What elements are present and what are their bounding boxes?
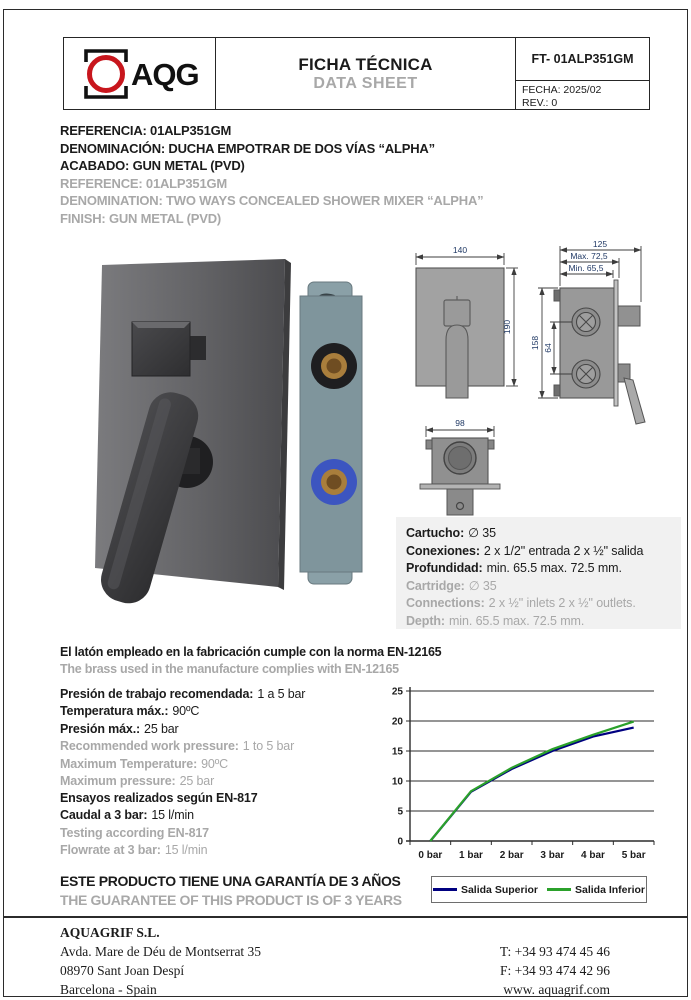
work-pressure-es: Presión de trabajo recomendada: 1 a 5 bar [60,687,306,701]
dim-front-height: 190 [502,319,512,335]
guarantee-en: THE GUARANTEE OF THIS PRODUCT IS OF 3 YEARS [60,892,402,908]
dim-side-height: 158 [530,335,540,351]
denomination-en: DENOMINATION: TWO WAYS CONCEALED SHOWER MIXER “ALPHA” [60,193,484,208]
side-view-drawing [530,239,645,424]
legend-item-inferior [547,884,645,896]
guarantee-es: ESTE PRODUCTO TIENE UNA GARANTÍA DE 3 AÑOS [60,873,401,889]
testing-specs [60,790,405,860]
flow-rate-chart [388,682,668,860]
svg-text:15: 15 [391,746,403,758]
sheet-title: FICHA TÉCNICA [298,55,433,74]
svg-text:0: 0 [397,836,403,848]
footer-address [60,923,420,999]
doc-code: FT- 01ALP351GM [516,38,649,81]
denomination-es: DENOMINACIÓN: DUCHA EMPOTRAR DE DOS VÍAS “ALPHA” [60,140,435,156]
svg-text:5: 5 [397,806,403,818]
guarantee-statement [60,872,490,910]
address-line-1: Avda. Mare de Déu de Montserrat 35 [60,944,262,959]
work-pressure-en: Recommended work pressure: 1 to 5 bar [60,739,295,754]
svg-text:0 bar: 0 bar [418,850,443,860]
logo-text: AQG [130,57,199,92]
dim-side-max: Max. 72,5 [570,251,608,261]
max-temp-en: Maximum Temperature: 90ºC [60,756,228,771]
legend-label-inferior: Salida Inferior [575,883,646,896]
cartridge-es: Cartucho: ∅ 35 [406,526,497,540]
sheet-subtitle: DATA SHEET [313,75,418,92]
dim-side-spacing: 64 [543,343,553,353]
reference-block [60,122,640,227]
phone-number: T: +34 93 474 45 46 [499,944,610,959]
svg-text:2 bar: 2 bar [499,850,524,860]
company-name: AQUAGRIF S.L. [60,925,160,940]
front-view-drawing [416,245,518,398]
dim-front-width: 140 [452,245,468,255]
reference-es: REFERENCIA: 01ALP351GM [60,123,232,138]
pressure-specs [60,686,405,790]
footer-divider [3,916,688,918]
rough-in-box [300,282,362,584]
svg-text:20: 20 [391,716,403,728]
dim-bottom-width: 98 [455,418,465,428]
max-pressure-es: Presión máx.: 25 bar [60,721,179,736]
svg-text:5 bar: 5 bar [621,850,646,860]
connections-en: Connections: 2 x ½" inlets 2 x ½" outlets. [406,596,636,611]
flowrate-es: Caudal a 3 bar: 15 l/min [60,808,194,823]
cartridge-info-box [396,517,681,629]
logo-ring-icon [89,58,122,91]
depth-es: Profundidad: min. 65.5 max. 72.5 mm. [406,561,622,576]
fax-number: F: +34 93 474 42 96 [500,963,610,978]
product-photo [58,238,394,634]
cartridge-en: Cartridge: ∅ 35 [406,578,497,593]
depth-en: Depth: min. 65.5 max. 72.5 mm. [406,613,585,628]
doc-info-cell [516,38,649,110]
dim-side-width: 125 [592,239,608,249]
aqg-logo [79,45,201,103]
doc-meta [516,81,649,110]
svg-text:4 bar: 4 bar [581,850,605,860]
address-line-3: Barcelona - Spain [60,982,157,997]
doc-rev: REV.: 0 [522,97,558,109]
flowrate-en: Flowrate at 3 bar: 15 l/min [60,843,208,858]
finish-en: FINISH: GUN METAL (PVD) [60,210,222,226]
address-line-2: 08970 Sant Joan Despí [60,963,185,978]
testing-norm-en: Testing according EN-817 [60,825,209,840]
title-cell [216,38,516,110]
svg-text:10: 10 [391,776,403,788]
header [63,37,650,110]
legend-line-green-icon [547,888,571,891]
dim-side-min: Min. 65,5 [568,263,604,273]
doc-date: FECHA: 2025/02 [522,84,602,96]
max-temp-es: Temperatura máx.: 90ºC [60,704,200,719]
website-url: www. aquagrif.com [503,982,610,997]
connections-es: Conexiones: 2 x 1/2" entrada 2 x ½" salida [406,543,644,558]
norm-es: El latón empleado en la fabricación cumple con la norma EN-12165 [60,645,442,659]
reference-en: REFERENCE: 01ALP351GM [60,175,228,191]
footer-contact [420,942,610,999]
svg-text:1 bar: 1 bar [459,850,483,860]
norm-statement [60,644,450,679]
max-pressure-en: Maximum pressure: 25 bar [60,774,215,789]
norm-en: The brass used in the manufacture complies with EN-12165 [60,662,399,677]
bottom-view-drawing [420,418,500,515]
testing-norm-es: Ensayos realizados según EN-817 [60,791,258,805]
legend-label-superior: Salida Superior [460,883,538,896]
technical-drawings [400,236,690,518]
finish-es: ACABADO: GUN METAL (PVD) [60,158,245,173]
logo-cell [64,38,216,110]
svg-text:25: 25 [391,686,403,698]
svg-text:3 bar: 3 bar [540,850,565,860]
